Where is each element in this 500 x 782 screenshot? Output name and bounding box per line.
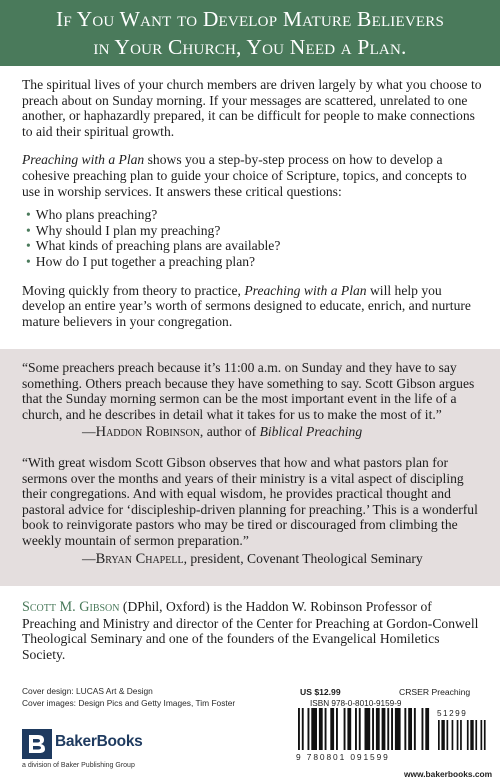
list-item	[26, 207, 484, 223]
barcode-bar	[347, 708, 351, 750]
endorsement-quote: “Some preachers preach because it’s 11:00 a.m. on Sunday and they have to say something. Others preach because they have something to say. Scott Gibson argues that the Sunday morning sermon can be the most important event in the life of a church, and he describes in detail what it takes for us to make the most of it.”	[22, 360, 475, 422]
barcode-addon-bar	[438, 720, 440, 750]
cover-credits	[22, 686, 252, 709]
barcode-addon-bar	[457, 720, 459, 750]
list-item	[26, 223, 484, 239]
publisher-logo	[22, 727, 192, 769]
barcode-addon-bar	[467, 720, 469, 750]
barcode-bar	[336, 708, 338, 750]
barcode-bar	[308, 708, 310, 750]
barcode-bar	[344, 708, 346, 750]
barcode-bar	[422, 708, 424, 750]
list-item	[26, 238, 484, 254]
barcode-bar	[425, 708, 429, 750]
question-text: Why should I plan my preaching?	[35, 222, 221, 238]
question-text: How do I put together a preaching plan?	[35, 253, 256, 269]
barcode-addon-bar	[452, 720, 454, 750]
question-text: Who plans preaching?	[35, 207, 158, 223]
intro-paragraph-1: The spiritual lives of your church members are driven largely by what you choose to preach about on Sunday morning. If your messages are scattered, unrelated to one another, or haphazardly prepared, it can be difficult for people to make connections to aid their spiritual growth.	[22, 77, 482, 139]
baker-logo-icon	[22, 729, 52, 759]
bullet-icon: •	[26, 253, 31, 269]
question-list	[26, 207, 484, 269]
barcode-bar	[330, 708, 334, 750]
bullet-icon: •	[26, 207, 31, 223]
barcode-bar	[325, 708, 327, 750]
bullet-icon: •	[26, 238, 31, 254]
endorser-role: , author of	[199, 424, 260, 440]
attribution-dash: —	[82, 550, 96, 566]
author-bio-text: (DPhil, Oxford) is the Haddon W. Robinson Professor of Preaching and Ministry and director of the Center for Preaching at Gordon-Conwell Theological Seminary and one of the founders of the Evangelical Homiletics Society.	[22, 599, 479, 662]
intro-paragraph-2-text: shows you a step-by-step process on how to develop a cohesive preaching plan to guide your choice of Scripture, topics, and concepts to use in worship services. It answers these critical questions:	[22, 152, 467, 199]
book-title: Preaching with a Plan	[22, 152, 145, 168]
barcode-bar	[391, 708, 393, 750]
endorsement-quote: “With great wisdom Scott Gibson observes that how and what pastors plan for sermons over the months and years of their ministry is a vital aspect of discipling their congregations. And with equal wisdom, he provides practical thought and pastoral advice for ‘discipleship-driven planning for preaching.’ This is a wonderful book to reinvigorate pastors who may be tired or discouraged from climbing the weekly mountain of sermon preparation.”	[22, 454, 478, 548]
endorser-name: Haddon Robinson	[95, 424, 200, 441]
barcode-bar	[298, 708, 300, 750]
barcode-bar	[372, 708, 374, 750]
list-item	[26, 254, 484, 270]
endorsement-attribution	[22, 551, 480, 568]
author-name: Scott M. Gibson	[22, 599, 120, 615]
barcode-addon-bar	[460, 720, 462, 750]
barcode-bar	[311, 708, 317, 750]
barcode-addon-bar	[484, 720, 486, 750]
barcode-bar	[404, 708, 406, 750]
barcode-bar	[382, 708, 386, 750]
intro-paragraph-3	[22, 283, 484, 330]
isbn-label: ISBN 978-0-8010-9159-9	[310, 699, 402, 708]
header-line-2: in Your Church, You Need a Plan.	[93, 35, 407, 59]
publisher-tagline: a division of Baker Publishing Group	[22, 762, 135, 769]
endorser-name: Bryan Chapell	[95, 550, 184, 567]
endorsement-attribution	[22, 424, 480, 441]
barcode-bar	[414, 708, 416, 750]
question-text: What kinds of preaching plans are available?	[35, 238, 281, 254]
addon-digits: 51299	[437, 709, 468, 718]
publisher-website: www.bakerbooks.com	[404, 769, 493, 779]
cover-images-credit: Cover images: Design Pics and Getty Images, Tim Foster	[22, 697, 236, 708]
barcode-addon-bar	[481, 720, 483, 750]
bullet-icon: •	[26, 222, 31, 238]
book-title: Preaching with a Plan	[244, 282, 367, 298]
attribution-dash: —	[82, 424, 96, 440]
intro-section	[22, 77, 484, 342]
ean-digits: 9 780801 091599	[296, 752, 390, 762]
intro-paragraph-3-start: Moving quickly from theory to practice,	[22, 282, 245, 298]
author-bio	[22, 599, 484, 662]
header-banner	[0, 0, 500, 66]
cover-design-credit: Cover design: LUCAS Art & Design	[22, 686, 153, 696]
endorser-role: , president, Covenant Theological Seminary	[183, 550, 423, 566]
barcode-bar	[395, 708, 401, 750]
barcode-bar	[376, 708, 380, 750]
header-line-1: If You Want to Develop Mature Believers	[55, 7, 445, 31]
endorser-book-title: Biblical Preaching	[259, 424, 363, 440]
price-label: US $12.99	[300, 687, 341, 697]
category-label: CRSER Preaching	[399, 687, 471, 697]
barcode-bar	[302, 708, 304, 750]
barcode-bar	[319, 708, 323, 750]
publisher-name: BakerBooks	[55, 733, 143, 750]
barcode-addon-bar	[475, 720, 477, 750]
barcode-bar	[387, 708, 389, 750]
barcode-addon-bar	[441, 720, 444, 750]
barcode-bar	[365, 708, 371, 750]
barcode-addon-bar	[447, 720, 449, 750]
endorsements-band	[0, 349, 500, 586]
intro-paragraph-2	[22, 152, 484, 199]
barcode-bar	[355, 708, 357, 750]
barcode-area	[282, 682, 494, 766]
intro-paragraph-3-text: will help you develop an entire year’s worth of sermons designed to educate, enrich, and nurture mature believers in your congregation.	[22, 282, 471, 329]
barcode-addon-bar	[470, 720, 473, 750]
barcode-bar	[408, 708, 412, 750]
barcode-bar	[359, 708, 361, 750]
